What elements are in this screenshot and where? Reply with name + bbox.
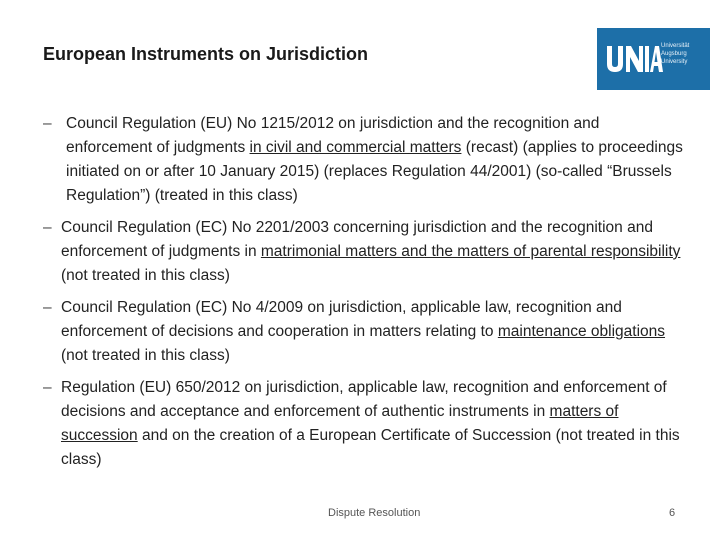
page-number: 6 (669, 507, 676, 519)
university-logo (597, 28, 710, 90)
bullet-text: (recast) (applies to proceedings initiated on or after 10 January 2015) (replaces Regulation 44/2001) (so-called “Brussels Regulation”) (treated in this class) (66, 139, 683, 204)
bullet-text: Council Regulation (EC) No 4/2009 on jurisdiction, applicable law, recognition and enforcement of decisions and cooperation in matters relating to (61, 299, 622, 340)
bullet-item (43, 296, 683, 368)
bullet-text: (not treated in this class) (61, 267, 230, 284)
footer-label: Dispute Resolution (328, 507, 421, 519)
bullet-underlined-text: matrimonial matters and the matters of parental responsibility (260, 243, 681, 260)
logo-caption (661, 42, 707, 66)
bullet-text: and on the creation of a European Certificate of Succession (not treated in this class) (61, 427, 680, 468)
bullet-underlined-text: in civil and commercial matters (249, 139, 462, 156)
bullet-list (43, 112, 683, 480)
bullet-text: Council Regulation (EC) No 2201/2003 concerning jurisdiction and the recognition and enforcement of judgments in (61, 219, 653, 260)
bullet-dash: – (43, 299, 52, 316)
bullet-item (43, 216, 683, 288)
bullet-item (43, 112, 683, 208)
bullet-dash: – (43, 115, 52, 132)
bullet-dash: – (43, 379, 52, 396)
logo-line-2: Augsburg (661, 51, 687, 57)
bullet-item (43, 376, 683, 472)
bullet-underlined-text: matters of succession (61, 403, 619, 444)
bullet-text: (not treated in this class) (61, 347, 230, 364)
slide-title: European Instruments on Jurisdiction (43, 44, 369, 64)
logo-line-3: University (661, 59, 688, 65)
bullet-text: Council Regulation (EU) No 1215/2012 on jurisdiction and the recognition and enforcement of judgments (66, 115, 600, 156)
logo-line-1: Universität (661, 43, 690, 49)
bullet-text: Regulation (EU) 650/2012 on jurisdiction, applicable law, recognition and enforcement of decisions and acceptance and enforcement of authentic instruments in (61, 379, 667, 420)
bullet-underlined-text: maintenance obligations (497, 323, 666, 340)
bullet-dash: – (43, 219, 52, 236)
